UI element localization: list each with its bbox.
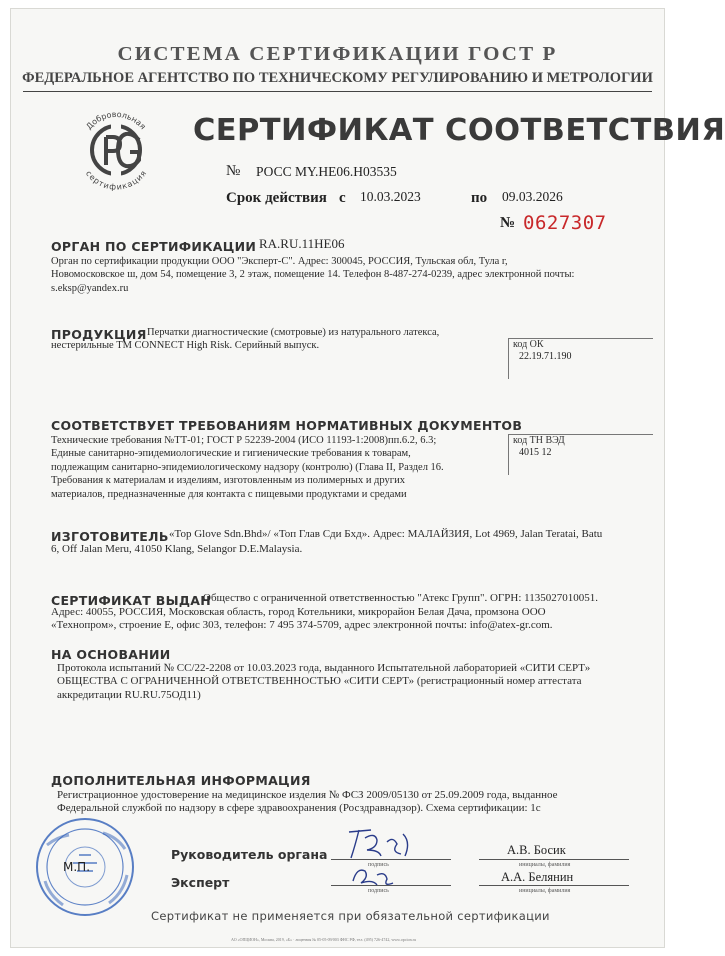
printer-line: АО «ОПЦИОН», Москва, 2019, «Б» · лицензия № 05-05-09/003 ФНС РФ, тел. (495) 726-4742, www.opcion.ru [231, 937, 416, 942]
basis-label: НА ОСНОВАНИИ [51, 647, 171, 662]
registration-number: РОСС MY.HE06.H03535 [256, 164, 397, 179]
tnved-code-label: код ТН ВЭД [513, 435, 565, 446]
validity-from-label: с [339, 190, 346, 206]
compliance-line: Технические требования №ТТ-01; ГОСТ Р 52239-2004 (ИСО 11193-1:2008)пп.6.2, 6.3; [51, 435, 437, 446]
validity-to-label: по [471, 190, 488, 206]
pc-logo [73, 107, 159, 193]
certificate-sheet [10, 8, 725, 948]
basis-line: ОБЩЕСТВА С ОГРАНИЧЕННОЙ ОТВЕТСТВЕННОСТЬЮ «СИТИ СЕРТ» (регистрационный номер аттестата [57, 675, 582, 688]
tnved-code: 4015 12 [519, 447, 552, 458]
compliance-label: СООТВЕТСТВУЕТ ТРЕБОВАНИЯМ НОРМАТИВНЫХ ДОКУМЕНТОВ [51, 418, 523, 433]
organ-line: Новомосковское ш, дом 54, помещение 3, 2 этаж, помещение 14. Телефон 8-487-274-0239, адрес электронной почты: [51, 269, 575, 281]
agency-header: ФЕДЕРАЛЬНОЕ АГЕНТСТВО ПО ТЕХНИЧЕСКОМУ РЕГУЛИРОВАНИЮ И МЕТРОЛОГИИ [22, 70, 653, 86]
stamp-label: М.П. [63, 860, 91, 874]
head-name-line [479, 859, 629, 860]
organ-line: s.eksp@yandex.ru [51, 282, 129, 294]
header-divider [23, 91, 652, 92]
compliance-line: подлежащим санитарно-эпидемиологическому надзору (контролю) (Глава II, Раздел 16. [51, 461, 444, 473]
manufacturer-line: «Top Glove Sdn.Bhd»/ «Топ Глав Сди Бхд». Адрес: МАЛАЙЗИЯ, Lot 4969, Jalan Teratai, Batu [169, 528, 603, 540]
head-signature-caption: подпись [368, 862, 389, 868]
organ-text [51, 255, 651, 295]
additional-line: Регистрационное удостоверение на медицинское изделия № ФСЗ 2009/05130 от 25.09.2009 года, выданное [57, 789, 558, 801]
blank-number: 0627307 [523, 212, 607, 234]
system-header: СИСТЕМА СЕРТИФИКАЦИИ ГОСТ Р [117, 43, 558, 65]
issued-text [203, 592, 653, 605]
product-line: нестерильные ТМ CONNECT High Risk. Серийный выпуск. [51, 340, 320, 351]
additional-line: Федеральной службой по надзору в сфере здравоохранения (Росздравнадзор). Схема сертификации: 1с [57, 802, 541, 815]
basis-line: аккредитации RU.RU.75ОД11) [57, 688, 201, 701]
basis-text [57, 662, 657, 702]
head-signature [341, 824, 421, 864]
head-label: Руководитель органа [171, 847, 328, 862]
product-text [147, 326, 487, 339]
organ-code: RA.RU.11HE06 [259, 236, 345, 251]
issued-text-cont [51, 606, 656, 633]
issued-label: СЕРТИФИКАТ ВЫДАН [51, 593, 212, 608]
blank-number-sign: № [500, 215, 516, 231]
product-line: Перчатки диагностические (смотровые) из натурального латекса, [147, 327, 440, 338]
certificate-title: СЕРТИФИКАТ СООТВЕТСТВИЯ [193, 113, 725, 148]
manufacturer-text [169, 528, 649, 541]
expert-signature [347, 861, 407, 891]
issued-line: «Технопром», строение Е, офис 303, телефон: 7 495 374-5709, адрес электронной почты: info@atex-gr.com. [51, 619, 553, 632]
expert-name-caption: инициалы, фамилия [519, 888, 571, 894]
expert-signature-caption: подпись [368, 888, 389, 894]
ok-code: 22.19.71.190 [519, 351, 572, 362]
validity-label: Срок действия [226, 190, 327, 206]
head-name: А.В. Босик [507, 843, 566, 857]
tnved-code-box [508, 434, 653, 475]
manufacturer-text-cont [51, 543, 531, 556]
organ-line: Орган по сертификации продукции ООО "Эксперт-С". Адрес: 300045, РОССИЯ, Тульская обл, Тула г, [51, 256, 508, 267]
number-sign: № [226, 163, 241, 179]
expert-name-line [479, 885, 629, 886]
validity-from-date: 10.03.2023 [360, 189, 421, 204]
compliance-text [51, 434, 501, 501]
additional-text [57, 789, 657, 816]
basis-line: Протокола испытаний № СС/22-2208 от 10.03.2023 года, выданного Испытательной лабораторией «СИТИ СЕРТ» [57, 662, 591, 674]
ok-code-box [508, 338, 653, 379]
ok-code-label: код ОК [513, 339, 544, 350]
issued-line: Общество с ограниченной ответственностью "Атекс Групп". ОГРН: 1135027010051. [203, 592, 598, 604]
expert-name: А.А. Белянин [501, 870, 574, 884]
product-label: ПРОДУКЦИЯ [51, 327, 147, 342]
manufacturer-label: ИЗГОТОВИТЕЛЬ [51, 529, 169, 544]
organ-label: ОРГАН ПО СЕРТИФИКАЦИИ [51, 239, 257, 254]
additional-label: ДОПОЛНИТЕЛЬНАЯ ИНФОРМАЦИЯ [51, 773, 311, 788]
compliance-line: Требования к материалам и изделиям, изготовленным из полимерных и других [51, 475, 405, 487]
validity-to-date: 09.03.2026 [502, 189, 563, 204]
expert-label: Эксперт [171, 875, 230, 890]
compliance-line: Единые санитарно-эпидемиологические и гигиенические требования к товарам, [51, 448, 411, 460]
footer-note: Сертификат не применяется при обязательной сертификации [151, 909, 550, 923]
logo-top-text: Добровольная [84, 109, 148, 132]
manufacturer-line: 6, Off Jalan Meru, 41050 Klang, Selangor D.E.Malaysia. [51, 543, 303, 555]
issued-line: Адрес: 40055, РОССИЯ, Московская область, город Котельники, микрорайон Белая Дача, промзона ООО [51, 606, 546, 618]
logo-bottom-text: сертификация [83, 169, 149, 192]
product-text-cont [51, 339, 491, 352]
compliance-line: материалов, предназначенные для контакта с пищевыми продуктами и средами [51, 488, 407, 500]
head-name-caption: инициалы, фамилия [519, 862, 571, 868]
